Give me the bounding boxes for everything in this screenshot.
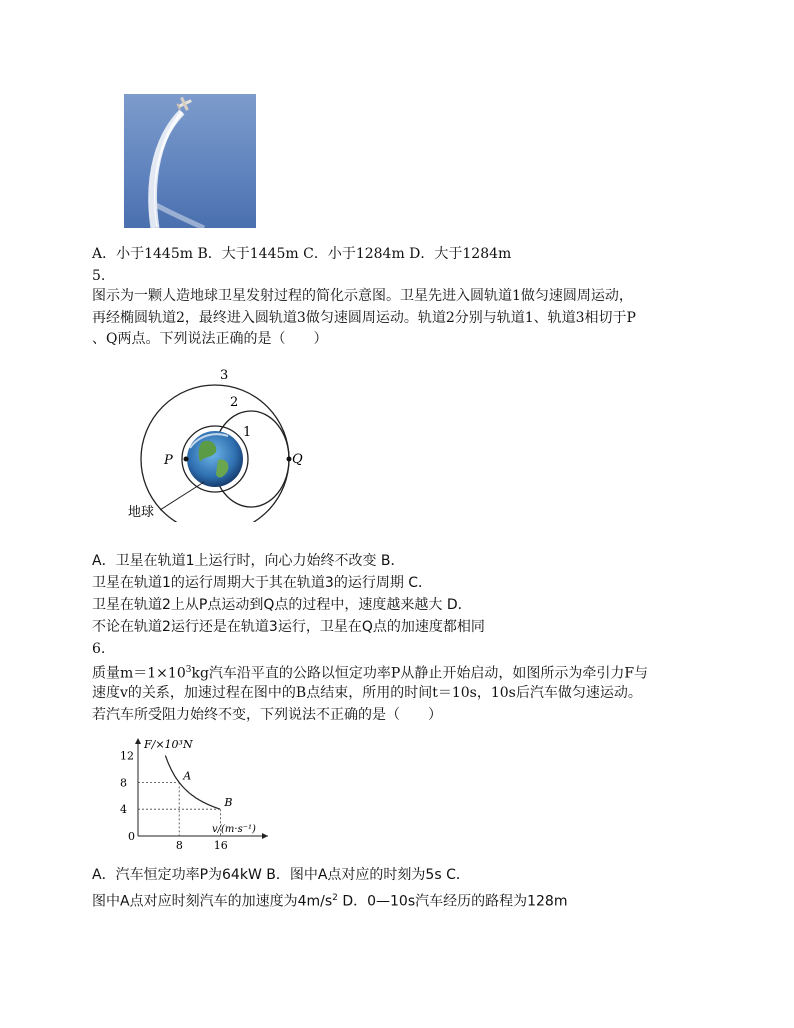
q6-stem-part-b: kg汽车沿平直的公路以恒定功率P从静止开始启动，如图所示为牵引力F与	[191, 665, 649, 682]
y-tick-label-4: 4	[120, 803, 127, 817]
point-p-dot	[184, 457, 189, 462]
q5-stem-line-2: 再经椭圆轨道2，最终进入圆轨道3做匀速圆周运动。轨道2分别与轨道1、轨道3相切于P	[92, 310, 636, 326]
orbit-label-2: 2	[230, 395, 239, 410]
q6-options-line-2	[92, 887, 567, 913]
earth-pointer-line	[160, 482, 204, 510]
q5-option-line-3: 卫星在轨道2上从P点运动到Q点的过程中，速度越来越大 D．	[92, 597, 472, 613]
q4-options: A．小于1445m B．大于1445m C．小于1284m D．大于1284m	[92, 246, 512, 262]
q6-options-line-1: A．汽车恒定功率P为64kW B．图中A点对应的时刻为5s C．	[92, 867, 470, 883]
q5-stem-line-1: 图示为一颗人造地球卫星发射过程的简化示意图。卫星先进入圆轨道1做匀速圆周运动，	[92, 288, 633, 304]
x-tick-label-8: 8	[175, 839, 183, 852]
q6-options-part-b: D．0—10s汽车经历的路程为128m	[337, 893, 568, 910]
q6-stem-line-2: 速度v的关系，加速过程在图中的B点结束，所用的时间t＝10s，10s后汽车做匀速运动。	[92, 685, 642, 701]
q5-option-line-1: A．卫星在轨道1上运行时，向心力始终不改变 B．	[92, 553, 405, 569]
point-q-dot	[287, 457, 292, 462]
y-axis-label: F/×10³N	[144, 738, 193, 751]
y-axis-arrow	[135, 738, 141, 744]
point-q-label: Q	[292, 452, 303, 467]
orbit-diagram	[120, 362, 320, 522]
q5-option-line-2: 卫星在轨道1的运行周期大于其在轨道3的运行周期 C．	[92, 575, 433, 591]
q6-stem-line-3: 若汽车所受阻力始终不变，下列说法不正确的是（ ）	[92, 707, 442, 723]
y-tick-label-0: 0	[128, 830, 135, 843]
point-label-b: B	[224, 796, 233, 810]
point-p-label: P	[164, 453, 173, 468]
orbit-label-3: 3	[220, 368, 229, 383]
y-tick-label-12: 12	[120, 749, 134, 763]
x-axis-label: v/(m·s⁻¹)	[212, 824, 256, 835]
orbit-label-1: 1	[243, 425, 252, 440]
force-velocity-chart	[112, 736, 292, 852]
f-v-curve	[165, 756, 220, 810]
q6-stem-superscript: 3	[185, 665, 192, 675]
q6-number: 6.	[92, 641, 106, 657]
q6-options-superscript: 2	[332, 893, 338, 903]
earth-globe	[187, 431, 243, 487]
x-axis-arrow	[262, 833, 268, 839]
y-tick-label-8: 8	[120, 776, 127, 790]
earth-label: 地球	[128, 505, 155, 520]
q6-stem-line-1	[92, 659, 648, 685]
airplane-smoke-photo	[124, 94, 256, 228]
q6-stem-part-a: 质量m＝1×10	[92, 665, 186, 682]
q5-option-line-4: 不论在轨道2运行还是在轨道3运行，卫星在Q点的加速度都相同	[92, 619, 485, 635]
q5-number: 5.	[92, 268, 106, 284]
x-tick-label-16: 16	[213, 839, 228, 852]
airplane-smoke-illustration	[124, 94, 256, 228]
q6-options-part-a: 图中A点对应时刻汽车的加速度为4m/s	[92, 893, 333, 910]
q5-stem-line-3: 、Q两点。下列说法正确的是（ ）	[92, 331, 328, 347]
point-label-a: A	[183, 769, 192, 783]
